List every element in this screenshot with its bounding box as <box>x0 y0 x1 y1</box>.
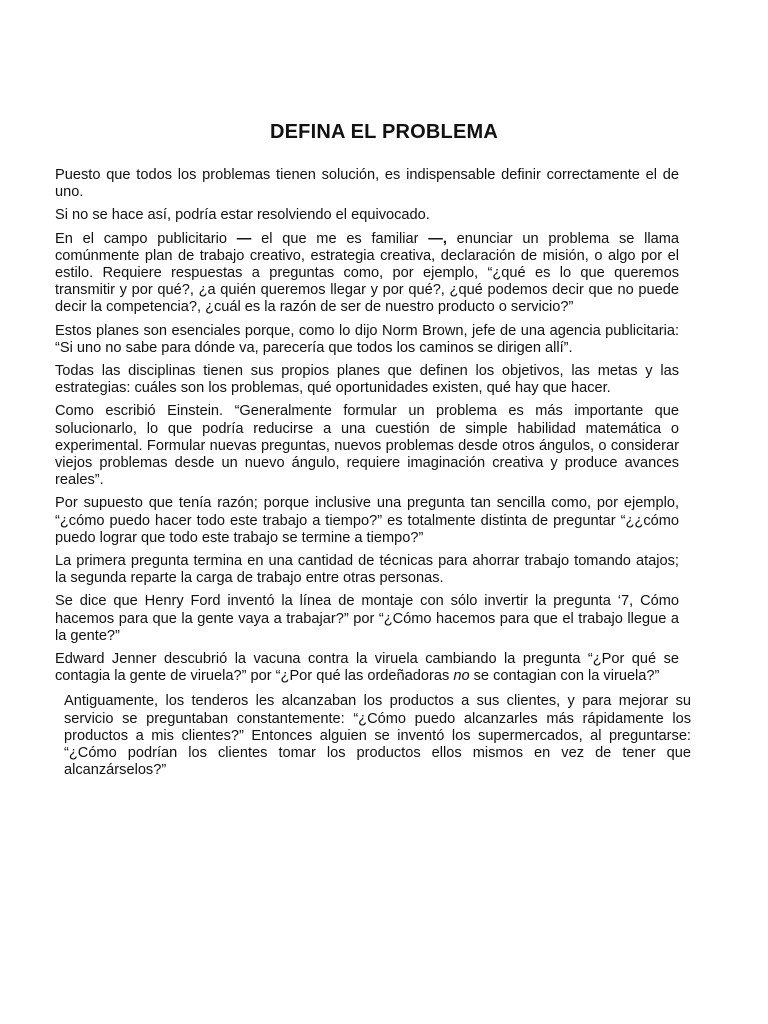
em-dash-2: —, <box>428 230 447 247</box>
italic-no: no <box>453 668 470 685</box>
page-title: DEFINA EL PROBLEMA <box>269 121 499 143</box>
paragraph-3-part-1: En el campo publicitario <box>55 230 237 247</box>
paragraph-10 <box>55 651 679 685</box>
document-body <box>55 167 691 786</box>
paragraph-3 <box>55 231 679 317</box>
paragraph-4: Estos planes son esenciales porque, como lo dijo Norm Brown, jefe de una agencia publicitaria: “Si uno no sabe para dónde va, parecería que todos los caminos se dirigen allí”. <box>55 322 679 356</box>
paragraph-3-part-2: el que me es familiar <box>251 230 429 247</box>
paragraph-9: Se dice que Henry Ford inventó la línea de montaje con sólo invertir la pregunta ‘7, Cómo hacemos para que la gente vaya a trabajar?” por “¿Cómo hacemos para que el trabajo llegue a la gente?” <box>55 593 679 644</box>
paragraph-8: La primera pregunta termina en una cantidad de técnicas para ahorrar trabajo tomando atajos; la segunda reparte la carga de trabajo entre otras personas. <box>55 553 679 587</box>
paragraph-6: Como escribió Einstein. “Generalmente formular un problema es más importante que solucionarlo, lo que podría reducirse a una cuestión de simple habilidad matemática o experimental. Formular nuevas preguntas, nuevos problemas desde otros ángulos, o considerar viejos problemas desde un nuevo ángulo, requiere imaginación creativa y produce avances reales”. <box>55 403 679 489</box>
paragraph-10-part-1: Edward Jenner descubrió la vacuna contra la viruela cambiando la pregunta “¿Por qué se contagia la gente de viruela?” por “¿Por qué las ordeñadoras <box>55 651 679 685</box>
paragraph-11: Antiguamente, los tenderos les alcanzaban los productos a sus clientes, y para mejorar su servicio se preguntaban constantemente: “¿Cómo puedo alcanzarles más rápidamente los productos a mis clientes?” Entonces alguien se inventó los supermercados, al preguntarse: “¿Cómo podrían los clientes tomar los productos ellos mismos en vez de tener que alcanzárselos?” <box>64 693 691 779</box>
paragraph-3-part-3: enunciar un problema se llama comúnmente plan de trabajo creativo, estrategia creativa, declaración de misión, o algo por el estilo. Requiere respuestas a preguntas como, por ejemplo, “¿qué es lo que queremos transmitir y por qué?, ¿a quién queremos llegar y por qué?, ¿qué podemos decir que no puede decir la competencia?, ¿cuál es la razón de ser de nuestro producto o servicio?” <box>55 230 679 316</box>
paragraph-2: Si no se hace así, podría estar resolviendo el equivocado. <box>55 207 430 224</box>
paragraph-10-part-2: se contagian con la viruela?” <box>469 668 660 685</box>
paragraph-7: Por supuesto que tenía razón; porque inclusive una pregunta tan sencilla como, por ejemplo, “¿cómo puedo hacer todo este trabajo a tiempo?” es totalmente distinta de preguntar “¿¿cómo puedo lograr que todo este trabajo se termine a tiempo?” <box>55 495 679 546</box>
em-dash-1: — <box>236 230 252 247</box>
paragraph-1: Puesto que todos los problemas tienen solución, es indispensable definir correctamente el de uno. <box>55 167 679 201</box>
paragraph-5: Todas las disciplinas tienen sus propios planes que definen los objetivos, las metas y las estrategias: cuáles son los problemas, qué oportunidades existen, qué hay que hacer. <box>55 363 679 397</box>
